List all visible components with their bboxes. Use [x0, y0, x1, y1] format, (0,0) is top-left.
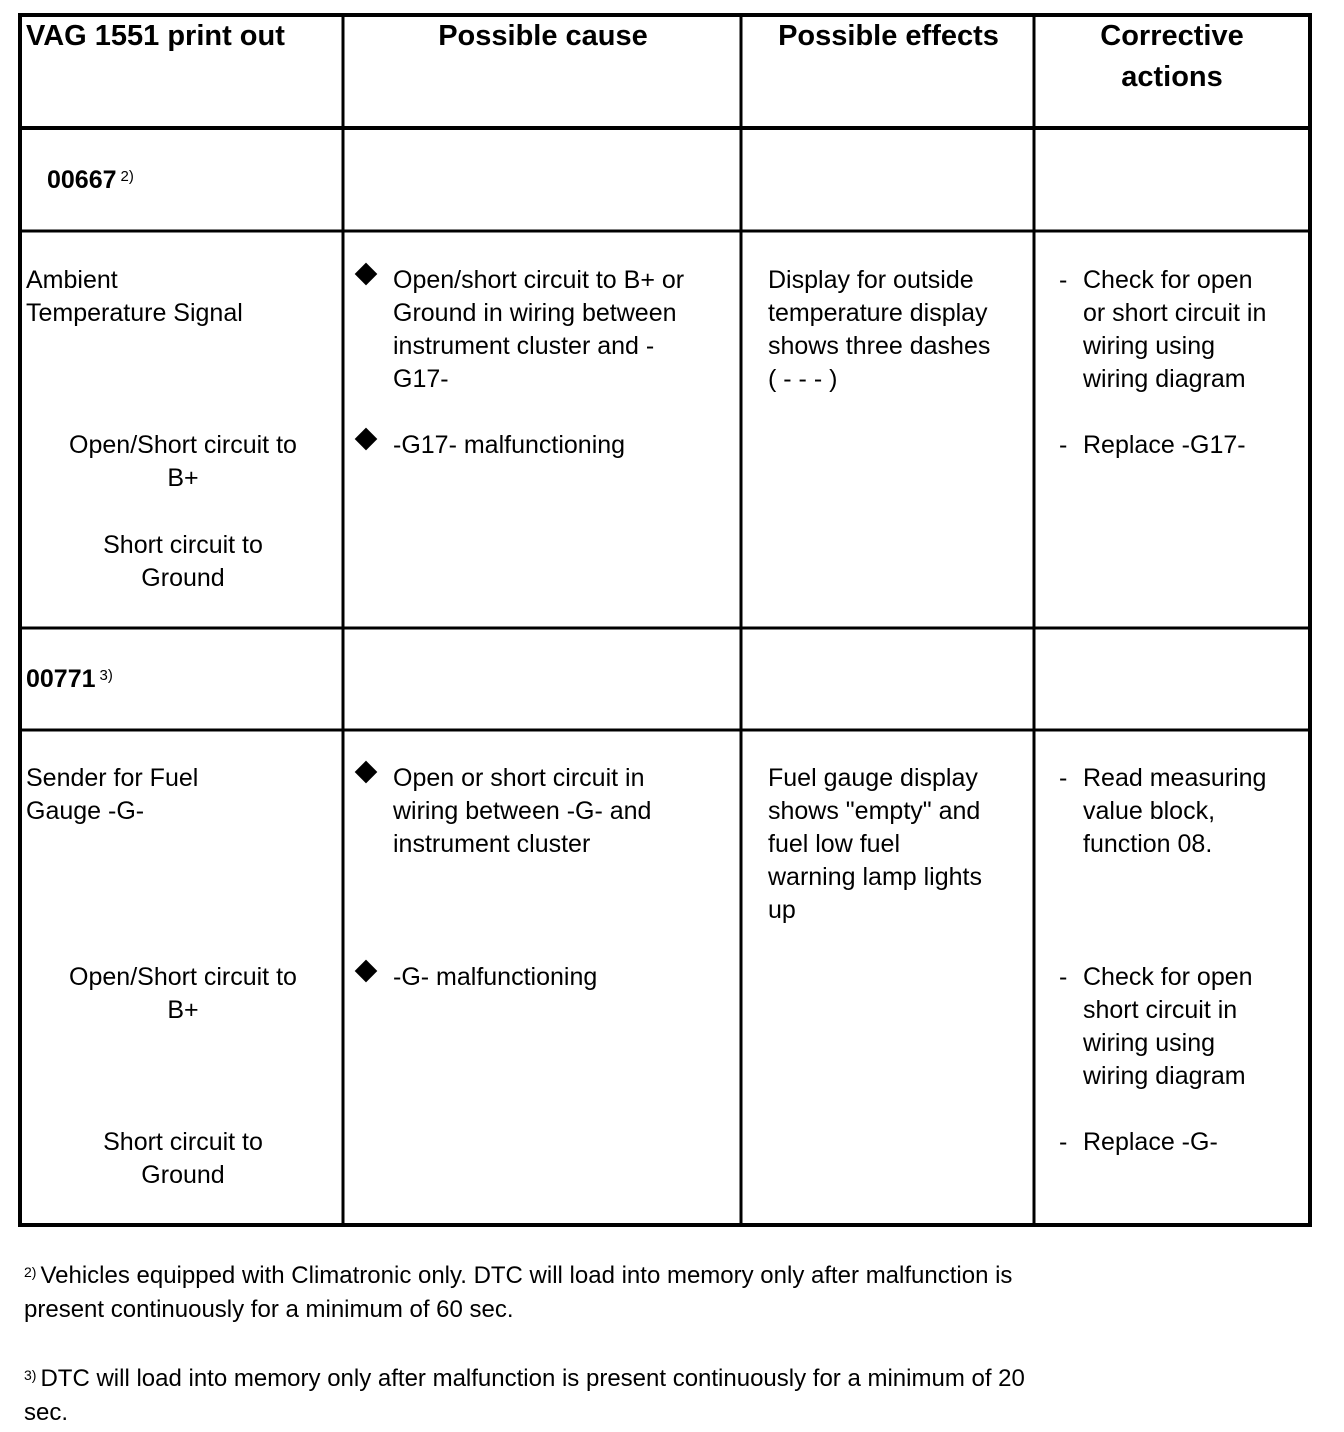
dtc2-cond1-line2: B+ — [167, 996, 199, 1024]
dtc1-cause-1-line: Ground in wiring between — [393, 299, 677, 327]
dtc2-cause-1-line: instrument cluster — [393, 830, 591, 858]
dtc1-action-1-line: wiring using — [1083, 332, 1216, 360]
dtc2-title-line2: Gauge -G- — [26, 797, 145, 825]
footnote-3-text: DTC will load into memory only after malfunction is present continuously for a minimum of 20 — [40, 1365, 1025, 1392]
dtc2-effect-line: shows "empty" and — [768, 797, 981, 825]
footnote-3-line2: sec. — [24, 1399, 69, 1426]
dtc1-cause-1-line: instrument cluster and - — [393, 332, 655, 360]
header-print-out: VAG 1551 print out — [26, 20, 285, 52]
dtc1-action-2-text: Replace -G17- — [1083, 431, 1246, 459]
dtc-code-00771 — [26, 663, 113, 696]
dtc1-effect — [768, 264, 1030, 396]
dtc2-action-3-text: Replace -G- — [1083, 1128, 1218, 1156]
dtc2-action-2-text — [1083, 961, 1253, 1093]
dtc2-action-2-line: Check for open — [1083, 963, 1253, 991]
footnote-2 — [24, 1259, 1324, 1327]
dtc1-action-2 — [1059, 429, 1307, 469]
dtc1-cause-2 — [353, 429, 738, 469]
dtc2-cause-2-text: -G- malfunctioning — [393, 963, 598, 991]
dtc1-title — [26, 264, 336, 330]
dtc2-action-1-line: Read measuring — [1083, 764, 1267, 792]
dtc1-cause-1-line: G17- — [393, 365, 449, 393]
dtc2-title — [26, 762, 336, 828]
dtc2-action-1 — [1059, 762, 1307, 872]
dtc2-action-2-line: wiring using — [1083, 1029, 1216, 1057]
header-corrective-line1: Corrective — [1100, 20, 1244, 52]
dash-marker: - — [1059, 764, 1068, 792]
dtc1-effect-line: shows three dashes — [768, 332, 991, 360]
dtc2-action-1-text — [1083, 762, 1266, 861]
footnote-2-text: Vehicles equipped with Climatronic only. DTC will load into memory only after malfunction is — [40, 1262, 1013, 1289]
dash-marker: - — [1059, 1128, 1068, 1156]
footnote-ref-2: 2) — [120, 168, 134, 185]
dtc1-action-1 — [1059, 264, 1307, 404]
dtc1-effect-line: ( - - - ) — [768, 365, 838, 393]
dtc2-title-line1: Sender for Fuel — [26, 764, 199, 792]
header-possible-cause: Possible cause — [438, 20, 648, 52]
dtc1-cause-1 — [353, 264, 738, 404]
dtc-code-value: 00771 — [26, 665, 96, 693]
dtc1-condition-open-short — [26, 429, 340, 495]
dtc1-cond2-line2: Ground — [141, 564, 225, 592]
dtc2-action-1-line: function 08. — [1083, 830, 1213, 858]
dtc2-cause-1-text — [393, 762, 651, 861]
dtc-code-value: 00667 — [47, 166, 117, 194]
dtc1-action-1-text — [1083, 264, 1266, 396]
dtc2-cond2-line1: Short circuit to — [103, 1128, 263, 1156]
dtc1-cause-1-line: Open/short circuit to B+ or — [393, 266, 685, 294]
footnote-3 — [24, 1362, 1324, 1430]
dtc-code-00667 — [47, 164, 134, 197]
dtc1-effect-line: temperature display — [768, 299, 988, 327]
dtc2-action-3 — [1059, 1126, 1307, 1166]
dtc1-action-1-line: wiring diagram — [1083, 365, 1246, 393]
dtc2-effect-line: fuel low fuel — [768, 830, 901, 858]
dtc2-action-1-line: value block, — [1083, 797, 1216, 825]
dtc2-action-2 — [1059, 961, 1307, 1101]
dtc2-action-2-line: wiring diagram — [1083, 1062, 1246, 1090]
dtc2-condition-open-short — [26, 961, 340, 1027]
footnote-ref-3: 3) — [99, 667, 113, 684]
dtc1-cond1-line1: Open/Short circuit to — [69, 431, 297, 459]
dtc2-cause-1-line: Open or short circuit in — [393, 764, 645, 792]
dtc1-cond1-line2: B+ — [167, 464, 199, 492]
dtc1-title-line1: Ambient — [26, 266, 118, 294]
dtc2-cause-1-line: wiring between -G- and — [393, 797, 652, 825]
footnote-2-mark: 2) — [24, 1264, 37, 1280]
header-corrective-line2: actions — [1121, 61, 1223, 93]
dtc1-title-line2: Temperature Signal — [26, 299, 243, 327]
header-corrective-actions — [1036, 16, 1308, 98]
dtc1-action-1-line: Check for open — [1083, 266, 1253, 294]
dtc2-effect-line: Fuel gauge display — [768, 764, 978, 792]
dtc2-condition-short-ground — [26, 1126, 340, 1192]
header-possible-effects: Possible effects — [778, 20, 999, 52]
footnote-2-line2: present continuously for a minimum of 60 sec. — [24, 1296, 514, 1323]
dash-marker: - — [1059, 963, 1068, 991]
dash-marker: - — [1059, 431, 1068, 459]
footnote-3-line1 — [24, 1362, 1324, 1396]
footnote-2-line1 — [24, 1259, 1324, 1293]
dtc2-cause-1 — [353, 762, 738, 872]
dtc2-cond1-line1: Open/Short circuit to — [69, 963, 297, 991]
dash-marker: - — [1059, 266, 1068, 294]
dtc2-cause-2 — [353, 961, 738, 1001]
dtc2-effect — [768, 762, 1030, 927]
dtc1-condition-short-ground — [26, 529, 340, 595]
dtc1-action-1-line: or short circuit in — [1083, 299, 1267, 327]
dtc2-effect-line: warning lamp lights — [768, 863, 982, 891]
dtc1-cause-2-text: -G17- malfunctioning — [393, 431, 626, 459]
dtc1-cause-1-text — [393, 264, 684, 396]
footnote-3-mark: 3) — [24, 1367, 37, 1383]
dtc2-cond2-line2: Ground — [141, 1161, 225, 1189]
dtc1-cond2-line1: Short circuit to — [103, 531, 263, 559]
dtc2-action-2-line: short circuit in — [1083, 996, 1238, 1024]
dtc2-effect-line: up — [768, 896, 796, 924]
dtc1-effect-line: Display for outside — [768, 266, 974, 294]
